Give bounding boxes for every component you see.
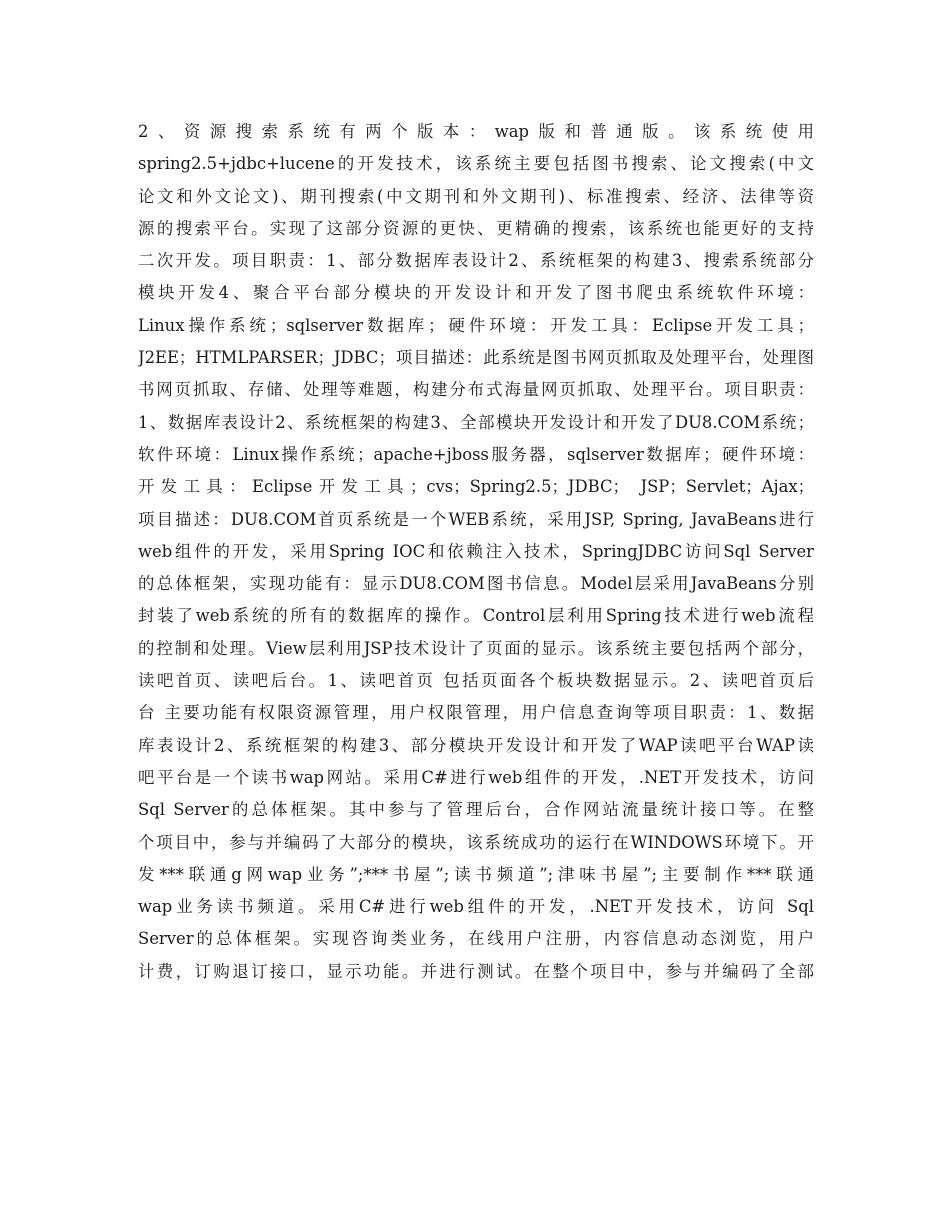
- text-line: 论文和外文论文)、期刊搜索(中文期刊和外文期刊)、标准搜索、经济、法律等资: [138, 186, 814, 206]
- text-line: 的控制和处理。View层利用JSP技术设计了页面的显示。该系统主要包括两个部分，: [138, 638, 814, 658]
- text-line: 软件环境：Linux操作系统；apache+jboss服务器，sqlserver数据库；硬件环境：: [138, 444, 814, 464]
- text-line: Linux操作系统；sqlserver数据库；硬件环境：开发工具：Eclipse开发工具；: [138, 315, 814, 335]
- text-line: 库表设计2、系统框架的构建3、部分模块开发设计和开发了WAP读吧平台WAP读: [138, 735, 814, 755]
- text-line: 个项目中，参与并编码了大部分的模块，该系统成功的运行在WINDOWS环境下。开: [138, 832, 814, 852]
- text-line: Sql Server的总体框架。其中参与了管理后台，合作网站流量统计接口等。在整: [138, 800, 814, 820]
- text-line: 读吧首页、读吧后台。1、读吧首页 包括页面各个板块数据显示。2、读吧首页后: [138, 671, 814, 691]
- text-line: 开发工具：Eclipse开发工具；cvs；Spring2.5；JDBC； JSP；Servlet；Ajax；: [138, 477, 814, 497]
- text-line: wap业务读书频道。采用C#进行web组件的开发，.NET开发技术，访问 Sql: [138, 897, 814, 917]
- text-line: web组件的开发，采用Spring IOC和依赖注入技术，SpringJDBC访问Sql Server: [138, 541, 814, 561]
- text-line: 的总体框架，实现功能有：显示DU8.COM图书信息。Model层采用JavaBeans分别: [138, 574, 814, 594]
- text-line: 源的搜索平台。实现了这部分资源的更快、更精确的搜索，该系统也能更好的支持: [138, 218, 814, 238]
- text-line: 2、资源搜索系统有两个版本：wap版和普通版。该系统使用: [138, 122, 814, 141]
- text-line: Server的总体框架。实现咨询类业务，在线用户注册，内容信息动态浏览，用户: [138, 929, 814, 949]
- text-line: 二次开发。项目职责：1、部分数据库表设计2、系统框架的构建3、搜索系统部分: [138, 251, 814, 271]
- text-line: 吧平台是一个读书wap网站。采用C#进行web组件的开发，.NET开发技术，访问: [138, 767, 814, 787]
- text-line: 封装了web系统的所有的数据库的操作。Control层利用Spring技术进行web流程: [138, 606, 814, 626]
- text-line: 1、数据库表设计2、系统框架的构建3、全部模块开发设计和开发了DU8.COM系统；: [138, 412, 814, 432]
- text-line: J2EE；HTMLPARSER；JDBC；项目描述：此系统是图书网页抓取及处理平台，处理图: [138, 348, 814, 368]
- text-line: 台 主要功能有权限资源管理，用户权限管理，用户信息查询等项目职责：1、数据: [138, 703, 814, 723]
- text-line: 模块开发4、聚合平台部分模块的开发设计和开发了图书爬虫系统软件环境：: [138, 283, 814, 303]
- text-line: 书网页抓取、存储、处理等难题，构建分布式海量网页抓取、处理平台。项目职责：: [138, 380, 814, 400]
- body-text: [138, 116, 814, 988]
- text-line: 发***联通g网wap业务”;***书屋”;读书频道”;津味书屋”;主要制作***联通: [138, 864, 814, 884]
- text-line: spring2.5+jdbc+lucene的开发技术，该系统主要包括图书搜索、论文搜索(中文: [138, 154, 814, 174]
- text-line: 项目描述：DU8.COM首页系统是一个WEB系统，采用JSP, Spring, JavaBeans进行: [138, 509, 814, 529]
- text-line: 计费，订购退订接口，显示功能。并进行测试。在整个项目中，参与并编码了全部: [138, 961, 814, 981]
